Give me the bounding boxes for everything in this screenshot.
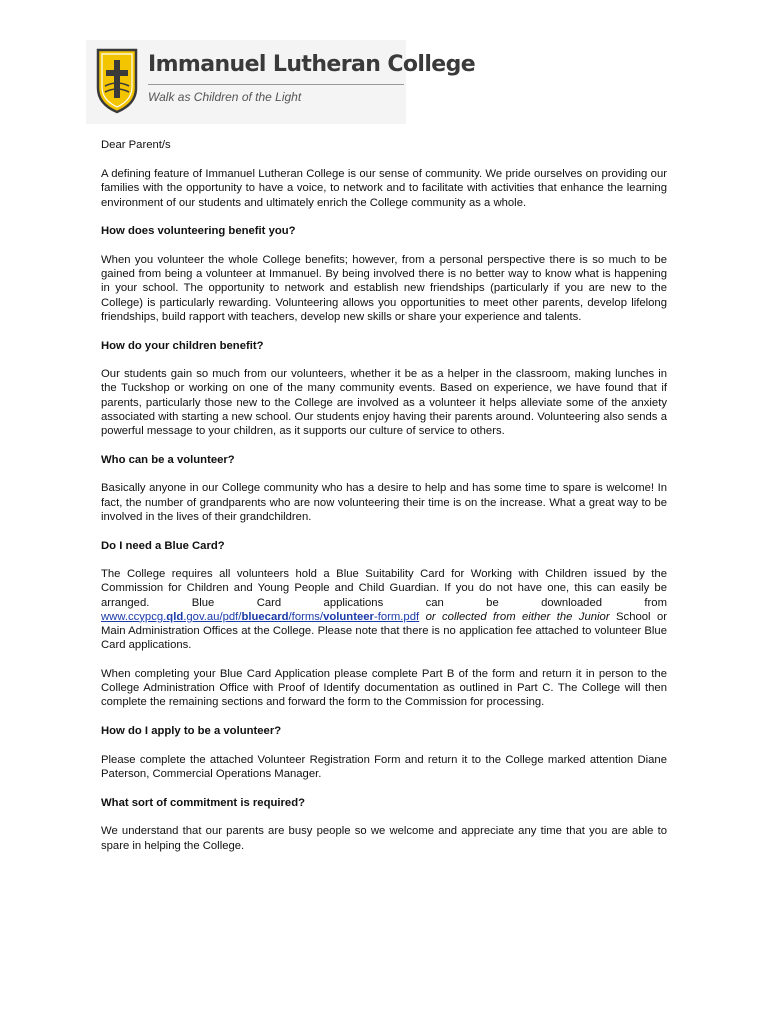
college-tagline: Walk as Children of the Light (148, 90, 302, 104)
college-crest-icon (96, 48, 138, 114)
section-body: When completing your Blue Card Application please complete Part B of the form and return it in person to the College Administration Office with Proof of Identify documentation as outlined in Part C. The College will then complete the remaining sections and forward the form to the Commission for processing. (101, 667, 667, 709)
section-heading: How do your children benefit? (101, 339, 264, 352)
intro-paragraph: A defining feature of Immanuel Lutheran College is our sense of community. We pride ourselves on providing our families with the opportunity to have a voice, to network and to facilitate with activities that enhance the learning environment of our students and ultimately enrich the College community as a whole. (101, 168, 667, 209)
letter-body (101, 138, 667, 867)
blue-card-italic-text: or collected from either the Junior (425, 610, 610, 623)
section-body: Basically anyone in our College community who has a desire to help and has some time to spare is welcome! In fact, the number of grandparents who are now volunteering their time is on the increase. What a great way to be involved in the lives of their grandchildren. (101, 482, 667, 523)
header-divider (148, 84, 404, 85)
section-body: Please complete the attached Volunteer Registration Form and return it to the College marked attention Diane Paterson, Commercial Operations Manager. (101, 753, 667, 780)
section-body: When you volunteer the whole College benefits; however, from a personal perspective there is so much to be gained from being a volunteer at Immanuel. By being involved there is no better way to know what is happening in your school. The opportunity to network and establish new friendships (particularly if you are new to the College) is particularly rewarding. Volunteering allows you opportunities to meet other parents, develop lifelong friendships, build rapport with teachers, develop new skills or share your experience and talents. (101, 254, 667, 323)
section-heading: Do I need a Blue Card? (101, 539, 225, 552)
college-name: Immanuel Lutheran College (148, 52, 476, 77)
letterhead (86, 40, 476, 124)
blue-card-paragraph (101, 567, 667, 652)
section-body: Our students gain so much from our volunteers, whether it be as a helper in the classroom, making lunches in the Tuckshop or working on one of the many community events. Based on experience, we have found that if parents, particularly those new to the College are involved as a volunteer it helps alleviate some of the anxiety associated with starting a new school. Our students enjoy having their parents around. Volunteering also sends a powerful message to your children, as it supports our culture of service to others. (101, 368, 667, 438)
section-heading: What sort of commitment is required? (101, 796, 305, 809)
blue-card-text-end: School or Main Administration Offices at the College. Please note that there is no application fee attached to volunteer Blue Card applications. (101, 610, 668, 652)
section-heading: How do I apply to be a volunteer? (101, 725, 282, 738)
blue-card-form-link[interactable]: www.ccypcg.qld.gov.au/pdf/bluecard/forms/volunteer-form.pdf (101, 610, 420, 623)
section-body: We understand that our parents are busy people so we welcome and appreciate any time that you are able to spare in helping the College. (101, 825, 667, 852)
salutation: Dear Parent/s (101, 139, 171, 151)
section-heading: How does volunteering benefit you? (101, 225, 296, 238)
section-heading: Who can be a volunteer? (101, 453, 235, 466)
blue-card-text: The College requires all volunteers hold a Blue Suitability Card for Working with Children issued by the Commission for Children and Young People and Child Guardian. If you do not have one, this can easily be arranged. Blue Card applications can be downloaded from (101, 568, 667, 609)
